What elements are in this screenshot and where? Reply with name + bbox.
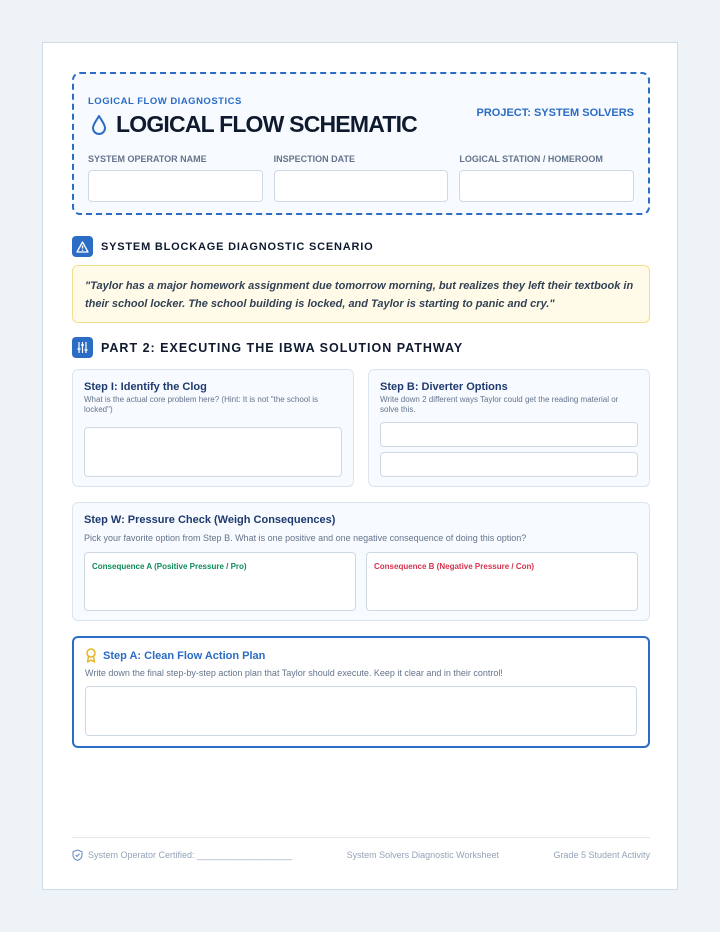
- page-title: LOGICAL FLOW SCHEMATIC: [116, 111, 417, 137]
- sliders-icon: [72, 337, 93, 358]
- scenario-title: SYSTEM BLOCKAGE DIAGNOSTIC SCENARIO: [101, 240, 374, 253]
- step-b-title: Step B: Diverter Options: [380, 381, 508, 393]
- step-a-title-row: [85, 648, 265, 663]
- step-w-card: [72, 502, 650, 621]
- scenario-box: "Taylor has a major homework assignment due tomorrow morning, but realizes they left their textbook in their school locker. The school building is locked, and Taylor is starting to panic and cry.": [72, 265, 650, 323]
- footer-center-text: System Solvers Diagnostic Worksheet: [346, 850, 499, 860]
- operator-name-input[interactable]: [88, 170, 263, 202]
- worksheet-header: [72, 72, 650, 215]
- step-i-hint: What is the actual core problem here? (Hint: It is not "the school is locked"): [84, 395, 319, 414]
- shield-check-icon: [72, 849, 83, 861]
- step-i-answer-input[interactable]: [84, 427, 342, 477]
- award-badge-icon: [85, 648, 97, 663]
- operator-name-label: SYSTEM OPERATOR NAME: [88, 154, 207, 164]
- step-w-title: Step W: Pressure Check (Weigh Consequences): [84, 514, 336, 526]
- step-a-title: Step A: Clean Flow Action Plan: [103, 649, 266, 662]
- step-b-option-2-input[interactable]: [380, 452, 638, 477]
- header-fields: [88, 154, 634, 202]
- homeroom-label: LOGICAL STATION / HOMEROOM: [459, 154, 603, 164]
- inspection-date-input[interactable]: [274, 170, 449, 202]
- warning-icon: [72, 236, 93, 257]
- step-b-hint: Write down 2 different ways Taylor could get the reading material or solve this.: [380, 395, 619, 414]
- footer-right-text: Grade 5 Student Activity: [553, 850, 650, 860]
- scenario-heading: [72, 236, 373, 257]
- inspection-date-field-group: [274, 154, 449, 202]
- header-title-row: [90, 111, 417, 138]
- consequence-b-input[interactable]: [366, 552, 638, 611]
- homeroom-field-group: [459, 154, 634, 202]
- inspection-date-label: INSPECTION DATE: [273, 154, 356, 164]
- project-label: PROJECT: SYSTEM SOLVERS: [476, 107, 634, 119]
- footer-certified: [72, 849, 292, 861]
- step-w-hint: Pick your favorite option from Step B. What is one positive and one negative consequence of doing this option?: [84, 533, 527, 543]
- step-a-answer-input[interactable]: [85, 686, 637, 736]
- part2-heading: [72, 337, 463, 358]
- part2-title: PART 2: EXECUTING THE IBWA SOLUTION PATHWAY: [101, 340, 464, 355]
- step-b-option-1-input[interactable]: [380, 422, 638, 447]
- homeroom-input[interactable]: [459, 170, 634, 202]
- consequence-a-label: Consequence A (Positive Pressure / Pro): [92, 562, 247, 571]
- operator-name-field-group: [88, 154, 263, 202]
- step-i-card: [72, 369, 354, 487]
- step-i-title: Step I: Identify the Clog: [84, 381, 207, 393]
- worksheet-footer: [72, 837, 650, 861]
- step-b-card: [368, 369, 650, 487]
- water-drop-icon: [90, 114, 108, 136]
- header-kicker: LOGICAL FLOW DIAGNOSTICS: [88, 96, 242, 107]
- worksheet-page: [42, 42, 678, 890]
- consequence-b-label: Consequence B (Negative Pressure / Con): [374, 562, 535, 571]
- step-a-hint: Write down the final step-by-step action plan that Taylor should execute. Keep it clear and in their control!: [85, 668, 503, 678]
- footer-certified-text: System Operator Certified: ___________________: [88, 850, 293, 860]
- step-a-card: [72, 636, 650, 748]
- consequence-a-input[interactable]: [84, 552, 356, 611]
